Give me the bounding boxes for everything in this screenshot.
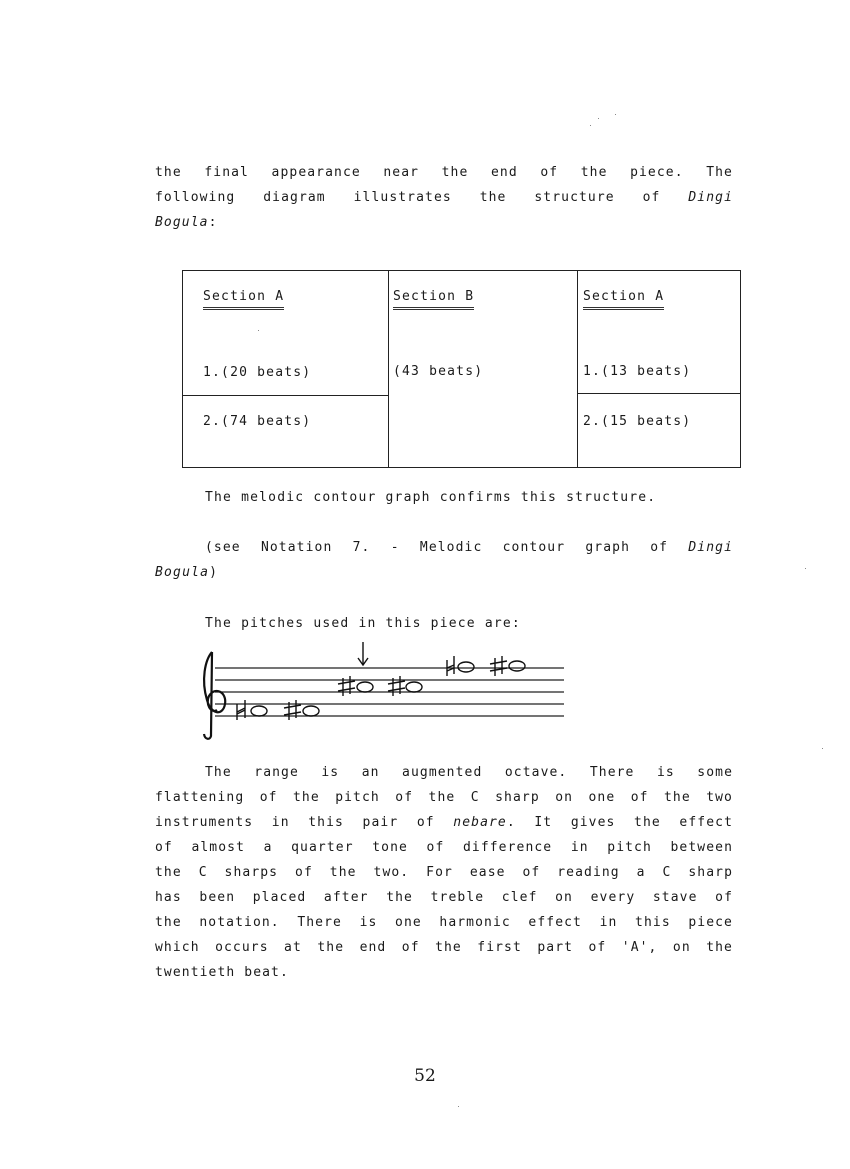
section-a-header: Section A	[203, 289, 284, 310]
text-line: The range is an augmented octave. There is some	[205, 765, 733, 780]
title-italic: Dingi	[688, 190, 733, 205]
title-italic: Dingi	[688, 540, 733, 555]
page-number: 52	[414, 1066, 436, 1086]
text-line: which occurs at the end of the first part of 'A', on the	[155, 940, 733, 955]
title-italic: nebare	[453, 815, 507, 830]
paragraph: The melodic contour graph confirms this structure.	[205, 490, 657, 505]
natural-note	[447, 656, 474, 676]
scan-speck	[822, 748, 823, 749]
text-line: has been placed after the treble clef on every stave of	[155, 890, 733, 905]
sharp-note	[338, 676, 373, 696]
scan-speck	[590, 125, 591, 126]
scan-speck	[805, 568, 806, 569]
text-line: the final appearance near the end of the piece. The	[155, 165, 733, 180]
section-b-part: (43 beats)	[393, 364, 484, 379]
text-line: flattening of the pitch of the C sharp on one of the two	[155, 790, 733, 805]
text-line: following diagram illustrates the structure of Dingi	[155, 190, 733, 205]
treble-clef-icon	[204, 652, 225, 739]
text-line: Bogula)	[155, 565, 219, 580]
sharp-note	[490, 656, 525, 676]
text-line: the notation. There is one harmonic effect in this piece	[155, 915, 733, 930]
sharp-note	[388, 676, 422, 696]
scan-speck	[258, 330, 259, 331]
natural-note	[237, 700, 267, 720]
scan-speck	[615, 114, 616, 115]
text-line: of almost a quarter tone of difference in pitch between	[155, 840, 733, 855]
section-a-repeat-part1: 1.(13 beats)	[583, 364, 692, 379]
text-line: the C sharps of the two. For ease of reading a C sharp	[155, 865, 733, 880]
title-italic: Bogula	[155, 565, 210, 580]
row-divider	[183, 395, 388, 396]
sharp-note	[284, 700, 319, 720]
section-a-repeat-part2: 2.(15 beats)	[583, 414, 692, 429]
text-line: Bogula:	[155, 215, 218, 230]
column-divider	[388, 271, 389, 467]
text-line: instruments in this pair of nebare. It gives the effect	[155, 815, 733, 830]
section-a-part2: 2.(74 beats)	[203, 414, 312, 429]
title-italic: Bogula	[155, 215, 209, 230]
row-divider	[578, 393, 740, 394]
text-line: (see Notation 7. - Melodic contour graph of Dingi	[205, 540, 733, 555]
text-line: twentieth beat.	[155, 965, 289, 980]
section-a-repeat-header: Section A	[583, 289, 664, 310]
column-divider	[577, 271, 578, 467]
paragraph: The pitches used in this piece are:	[205, 616, 521, 631]
scan-speck	[458, 1106, 459, 1107]
section-a-part1: 1.(20 beats)	[203, 365, 312, 380]
pitch-staff	[197, 640, 567, 740]
structure-table	[182, 270, 741, 468]
section-b-header: Section B	[393, 289, 474, 310]
down-arrow-icon	[358, 642, 368, 665]
scan-speck	[598, 118, 599, 119]
